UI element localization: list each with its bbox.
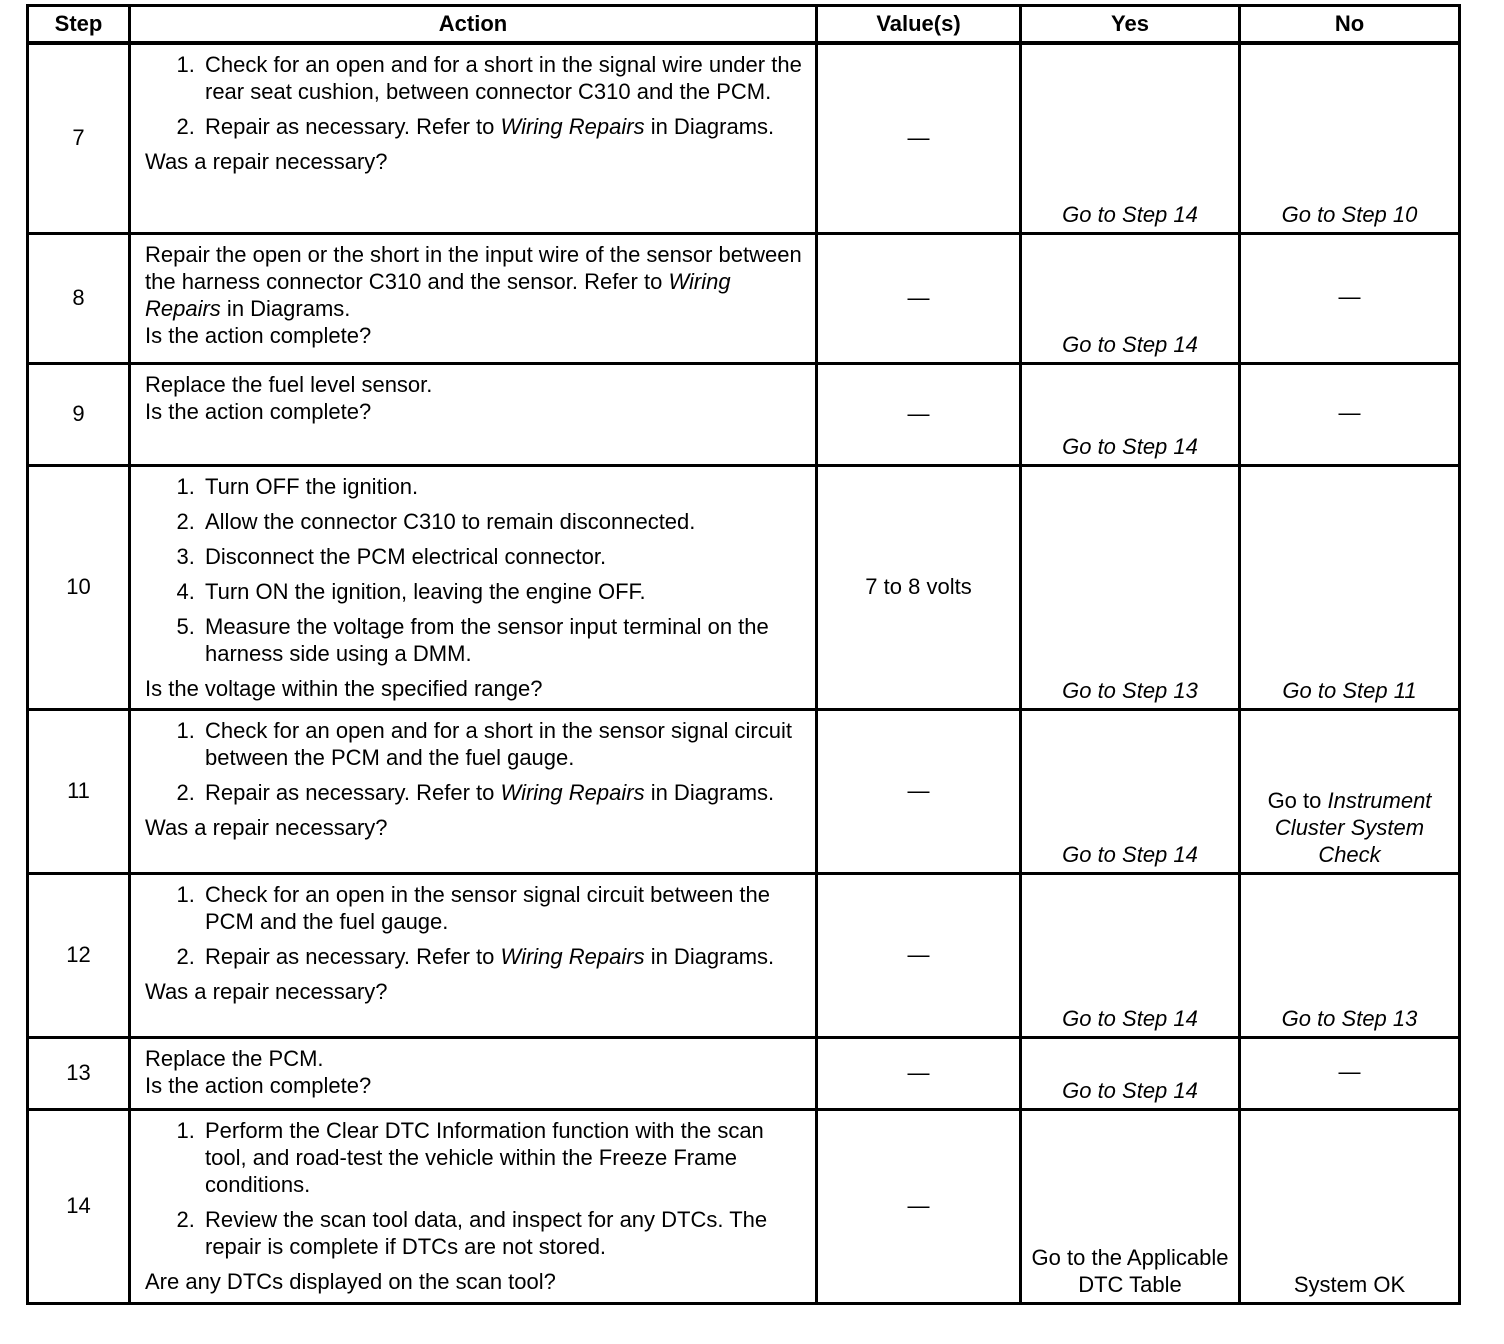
action-item: 1. Turn OFF the ignition. <box>201 473 807 500</box>
action-item: 2. Review the scan tool data, and inspect for any DTCs. The repair is complete if DTCs are not stored. <box>201 1206 807 1260</box>
no-cell: Go to Step 10 <box>1240 43 1460 233</box>
table-row <box>28 1037 1460 1109</box>
action-item: 3. Disconnect the PCM electrical connector. <box>201 543 807 570</box>
yes-cell: Go to Step 14 <box>1021 43 1240 233</box>
table-row <box>28 709 1460 873</box>
action-cell <box>130 873 817 1037</box>
table-row <box>28 363 1460 465</box>
action-cell <box>130 233 817 363</box>
action-cell <box>130 43 817 233</box>
action-question: Is the action complete? <box>145 1072 372 1098</box>
no-cell: Go to Step 13 <box>1240 873 1460 1037</box>
value-cell: — <box>817 709 1021 873</box>
action-item: 1. Check for an open in the sensor signal circuit between the PCM and the fuel gauge. <box>201 881 807 935</box>
action-text: Replace the PCM. <box>145 1045 324 1071</box>
action-text: Repair the open or the short in the input wire of the sensor between the harness connector C310 and the sensor. Refer to Wiring Repairs in Diagrams. <box>145 241 802 321</box>
yes-cell: Go to the Applicable DTC Table <box>1021 1109 1240 1303</box>
table-row <box>28 1109 1460 1303</box>
header-step: Step <box>28 6 130 44</box>
action-item: 1. Check for an open and for a short in the sensor signal circuit between the PCM and the fuel gauge. <box>201 717 807 771</box>
step-number: 14 <box>28 1109 130 1303</box>
header-row <box>28 6 1460 44</box>
table-row <box>28 43 1460 233</box>
yes-cell: Go to Step 13 <box>1021 465 1240 709</box>
step-number: 13 <box>28 1037 130 1109</box>
step-number: 10 <box>28 465 130 709</box>
no-cell: — <box>1240 363 1460 465</box>
action-item: 2. Repair as necessary. Refer to Wiring Repairs in Diagrams. <box>201 943 807 970</box>
action-cell <box>130 1037 817 1109</box>
action-question: Is the voltage within the specified range? <box>145 675 543 701</box>
header-values: Value(s) <box>817 6 1021 44</box>
no-cell: System OK <box>1240 1109 1460 1303</box>
step-number: 9 <box>28 363 130 465</box>
step-number: 7 <box>28 43 130 233</box>
yes-cell: Go to Step 14 <box>1021 1037 1240 1109</box>
action-question: Was a repair necessary? <box>145 814 388 840</box>
value-cell: — <box>817 43 1021 233</box>
table-row <box>28 465 1460 709</box>
action-item: 2. Repair as necessary. Refer to Wiring Repairs in Diagrams. <box>201 779 807 806</box>
action-cell <box>130 363 817 465</box>
action-cell <box>130 709 817 873</box>
no-cell: — <box>1240 233 1460 363</box>
value-cell: — <box>817 873 1021 1037</box>
value-cell: — <box>817 1109 1021 1303</box>
action-item: 1. Check for an open and for a short in the signal wire under the rear seat cushion, between connector C310 and the PCM. <box>201 51 807 105</box>
step-number: 11 <box>28 709 130 873</box>
action-item: 2. Allow the connector C310 to remain disconnected. <box>201 508 807 535</box>
action-cell <box>130 465 817 709</box>
table-row <box>28 873 1460 1037</box>
value-cell: — <box>817 1037 1021 1109</box>
action-question: Is the action complete? <box>145 398 372 424</box>
value-cell: — <box>817 233 1021 363</box>
yes-cell: Go to Step 14 <box>1021 709 1240 873</box>
yes-cell: Go to Step 14 <box>1021 233 1240 363</box>
action-question: Was a repair necessary? <box>145 149 388 174</box>
action-question: Are any DTCs displayed on the scan tool? <box>145 1268 556 1294</box>
yes-cell: Go to Step 14 <box>1021 363 1240 465</box>
diagnostic-table <box>26 4 1461 1305</box>
action-item: 1. Perform the Clear DTC Information function with the scan tool, and road-test the vehicle within the Freeze Frame conditions. <box>201 1117 807 1198</box>
value-cell: — <box>817 363 1021 465</box>
no-cell: Go to Instrument Cluster System Check <box>1240 709 1460 873</box>
step-number: 8 <box>28 233 130 363</box>
table-row <box>28 233 1460 363</box>
action-item: 5. Measure the voltage from the sensor input terminal on the harness side using a DMM. <box>201 613 807 667</box>
step-number: 12 <box>28 873 130 1037</box>
value-cell: 7 to 8 volts <box>817 465 1021 709</box>
header-action: Action <box>130 6 817 44</box>
no-cell: Go to Step 11 <box>1240 465 1460 709</box>
action-cell <box>130 1109 817 1303</box>
action-item: 2. Repair as necessary. Refer to Wiring Repairs in Diagrams. <box>201 113 807 140</box>
no-cell: — <box>1240 1037 1460 1109</box>
action-question: Was a repair necessary? <box>145 978 388 1004</box>
action-question: Is the action complete? <box>145 322 372 348</box>
header-yes: Yes <box>1021 6 1240 44</box>
yes-cell: Go to Step 14 <box>1021 873 1240 1037</box>
header-no: No <box>1240 6 1460 44</box>
action-item: 4. Turn ON the ignition, leaving the engine OFF. <box>201 578 807 605</box>
action-text: Replace the fuel level sensor. <box>145 371 433 397</box>
